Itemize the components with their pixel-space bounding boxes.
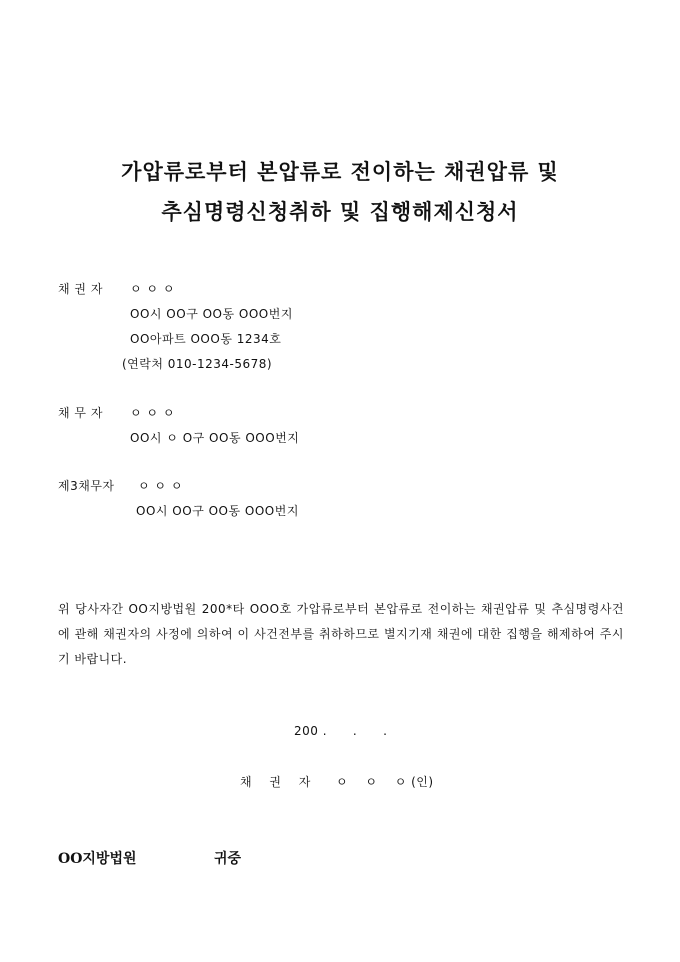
creditor-contact: (연락처 010-1234-5678) [122, 357, 273, 371]
court-suffix: 귀중 [214, 851, 242, 867]
creditor-name: ㅇ ㅇ ㅇ [130, 282, 175, 296]
filing-date: 200 . . . [294, 724, 388, 738]
document-title-line-1: 가압류로부터 본압류로 전이하는 채권압류 및 [121, 159, 559, 184]
creditor-label: 채 권 자 [58, 282, 103, 296]
debtor-name: ㅇ ㅇ ㅇ [130, 406, 175, 420]
debtor-label: 채 무 자 [58, 406, 103, 420]
signature-name: ㅇ ㅇ ㅇ (인) [336, 775, 434, 789]
body-paragraph: 위 당사자간 OO지방법원 200*타 OOO호 가압류로부터 본압류로 전이하는 채권압류 및 추심명령사건에 관해 채권자의 사정에 의하여 이 사건전부를 취하하므로 별지기재 채권에 대한 집행을 해제하여 주시기 바랍니다. [58, 602, 624, 666]
third-debtor-address: OO시 OO구 OO동 OOO번지 [136, 504, 299, 518]
creditor-address-1: OO시 OO구 OO동 OOO번지 [130, 307, 293, 321]
debtor-address: OO시 ㅇ O구 OO동 OOO번지 [130, 431, 300, 445]
signature-label: 채 권 자 [240, 775, 311, 789]
creditor-address-2: OO아파트 OOO동 1234호 [130, 332, 282, 346]
third-debtor-name: ㅇ ㅇ ㅇ [138, 479, 183, 493]
document-title-line-2: 추심명령신청취하 및 집행해제신청서 [161, 199, 519, 224]
third-debtor-label: 제3채무자 [58, 479, 115, 493]
court-name: OO지방법원 [58, 851, 137, 867]
